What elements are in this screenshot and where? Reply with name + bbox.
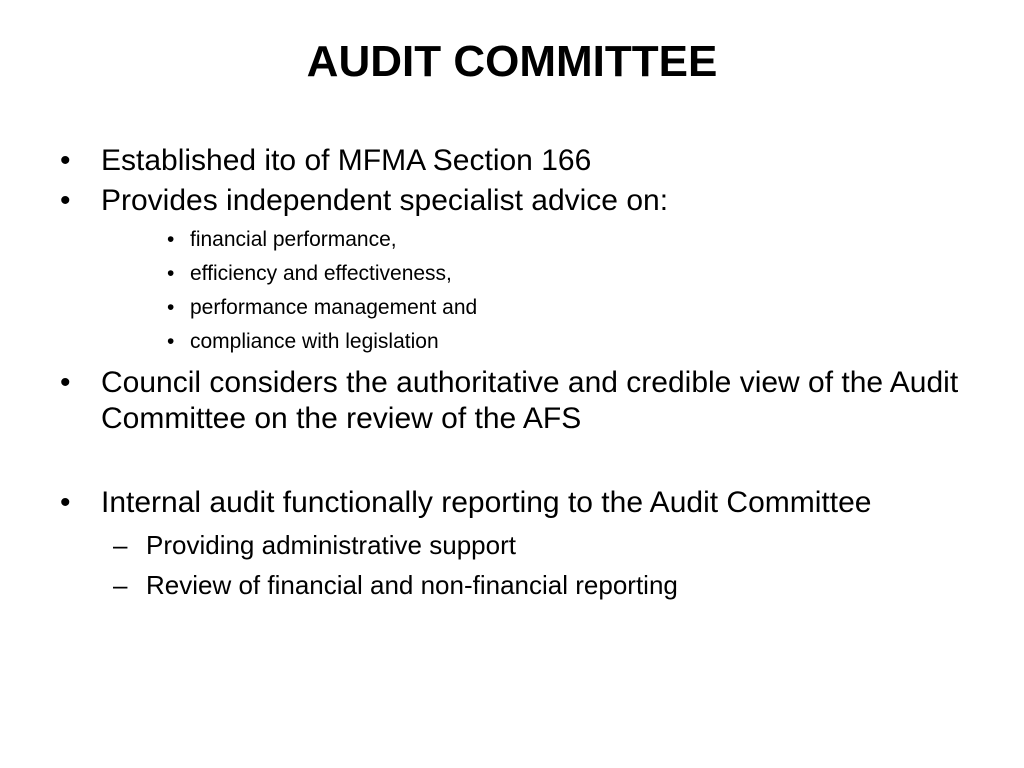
spacer	[60, 441, 960, 485]
bullet-item	[60, 183, 960, 219]
bullet-icon: •	[60, 184, 71, 217]
sub-bullet-text: financial performance,	[190, 228, 397, 251]
sub-bullet-item	[60, 325, 960, 359]
bullet-icon: •	[60, 486, 71, 519]
dash-item	[60, 525, 960, 565]
sub-bullet-icon: •	[167, 296, 175, 319]
bullet-text: Internal audit functionally reporting to the Audit Committee	[101, 486, 872, 519]
dash-item	[60, 565, 960, 605]
sub-bullet-text: efficiency and effectiveness,	[190, 262, 452, 285]
dash-text: Review of financial and non-financial reporting	[146, 570, 678, 600]
sub-bullet-text: compliance with legislation	[190, 330, 439, 353]
slide-content	[60, 143, 960, 605]
sub-bullet-item	[60, 257, 960, 291]
dash-icon: –	[113, 530, 128, 560]
bullet-text: Established ito of MFMA Section 166	[101, 144, 592, 177]
bullet-item	[60, 365, 960, 437]
sub-bullet-item	[60, 223, 960, 257]
bullet-text: Provides independent specialist advice on:	[101, 184, 669, 217]
bullet-icon: •	[60, 144, 71, 177]
advice-sublist	[60, 223, 960, 359]
bullet-item	[60, 143, 960, 179]
slide-title: AUDIT COMMITTEE	[306, 37, 718, 86]
bullet-icon: •	[60, 366, 71, 399]
sub-bullet-icon: •	[167, 262, 175, 285]
dash-text: Providing administrative support	[146, 530, 516, 560]
sub-bullet-text: performance management and	[190, 296, 478, 319]
sub-bullet-icon: •	[167, 228, 175, 251]
bullet-text: Council considers the authoritative and credible view of the Audit Committee on the review of the AFS	[101, 366, 959, 435]
sub-bullet-item	[60, 291, 960, 325]
bullet-item	[60, 485, 960, 521]
sub-bullet-icon: •	[167, 330, 175, 353]
dash-icon: –	[113, 570, 128, 600]
internal-audit-sublist	[60, 525, 960, 605]
